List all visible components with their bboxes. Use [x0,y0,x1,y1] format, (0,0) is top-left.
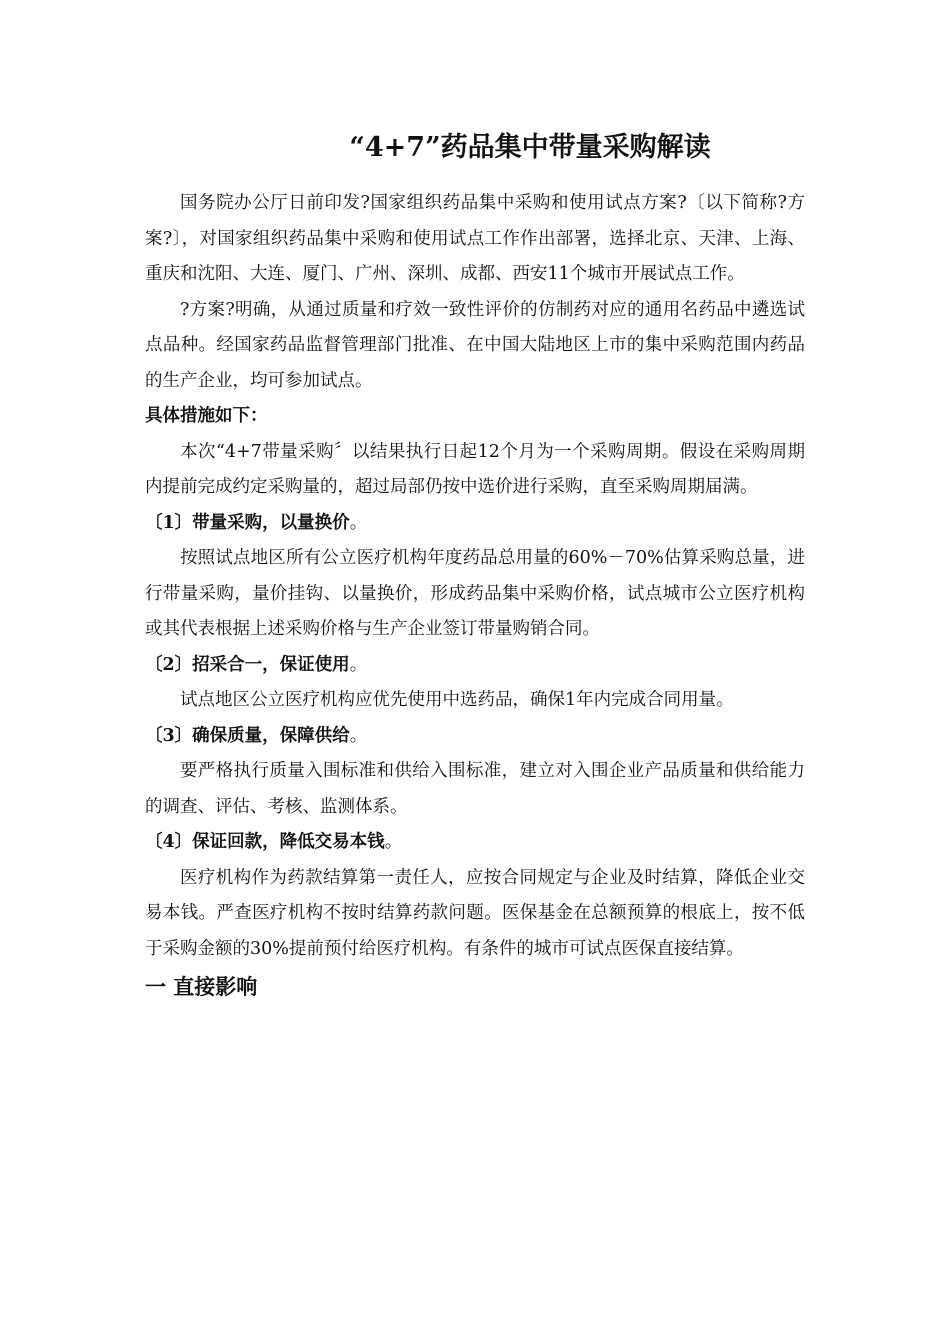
measure-2-heading-tail: 。 [349,654,368,675]
section-heading-direct-impact: 一 直接影响 [145,974,258,999]
measure-2-heading [145,648,805,684]
measure-3-heading-text: 〔3〕确保质量，保障供给 [145,725,350,746]
measure-1-heading-text: 〔1〕带量采购，以量换价 [145,512,350,533]
intro-paragraph: 国务院办公厅日前印发?国家组织药品集中采购和使用试点方案?〔以下简称?方案?〕，对国家组织药品集中采购和使用试点工作作出部署，选择北京、天津、上海、重庆和沈阳、大连、厦门、广州、深圳、成都、西安11个城市开展试点工作。 [145,193,805,284]
measure-1-heading-tail: 。 [349,512,368,533]
scope-paragraph: ?方案?明确，从通过质量和疗效一致性评价的仿制药对应的通用名药品中遴选试点品种。经国家药品监督管理部门批准、在中国大陆地区上市的集中采购范围内药品的生产企业，均可参加试点。 [145,299,805,391]
cycle-paragraph: 本次“4+7带量采购〞以结果执行日起12个月为一个采购周期。假设在采购周期内提前完成约定采购量的，超过局部仍按中选价进行采购，直至采购周期届满。 [145,441,805,497]
measure-3-heading [145,719,805,755]
document-title: “4+7”药品集中带量采购解读 [349,132,711,163]
measure-3-body: 要严格执行质量入围标准和供给入围标准，建立对入围企业产品质量和供给能力的调查、评估、考核、监测体系。 [145,761,805,817]
measure-4-heading-tail: 。 [384,832,403,852]
measure-3-heading-tail: 。 [349,725,368,746]
document-body [145,186,805,1007]
measure-4-heading [145,825,805,861]
measures-heading: 具体措施如下： [145,406,268,426]
measure-4-body: 医疗机构作为药款结算第一责任人，应按合同规定与企业及时结算，降低企业交易本钱。严查医疗机构不按时结算药款问题。医保基金在总额预算的根底上，按不低于采购金额的30%提前预付给医疗机构。有条件的城市可试点医保直接结算。 [145,867,805,959]
measure-4-heading-text: 〔4〕保证回款，降低交易本钱 [145,832,385,852]
measure-2-heading-text: 〔2〕招采合一，保证使用 [145,654,350,675]
measure-1-body: 按照试点地区所有公立医疗机构年度药品总用量的60%－70%估算采购总量，进行带量采购，量价挂钩、以量换价，形成药品集中采购价格，试点城市公立医疗机构或其代表根据上述采购价格与生产企业签订带量购销合同。 [145,548,805,639]
measure-1-heading [145,506,805,542]
measure-2-body: 试点地区公立医疗机构应优先使用中选药品，确保1年内完成合同用量。 [180,690,734,710]
